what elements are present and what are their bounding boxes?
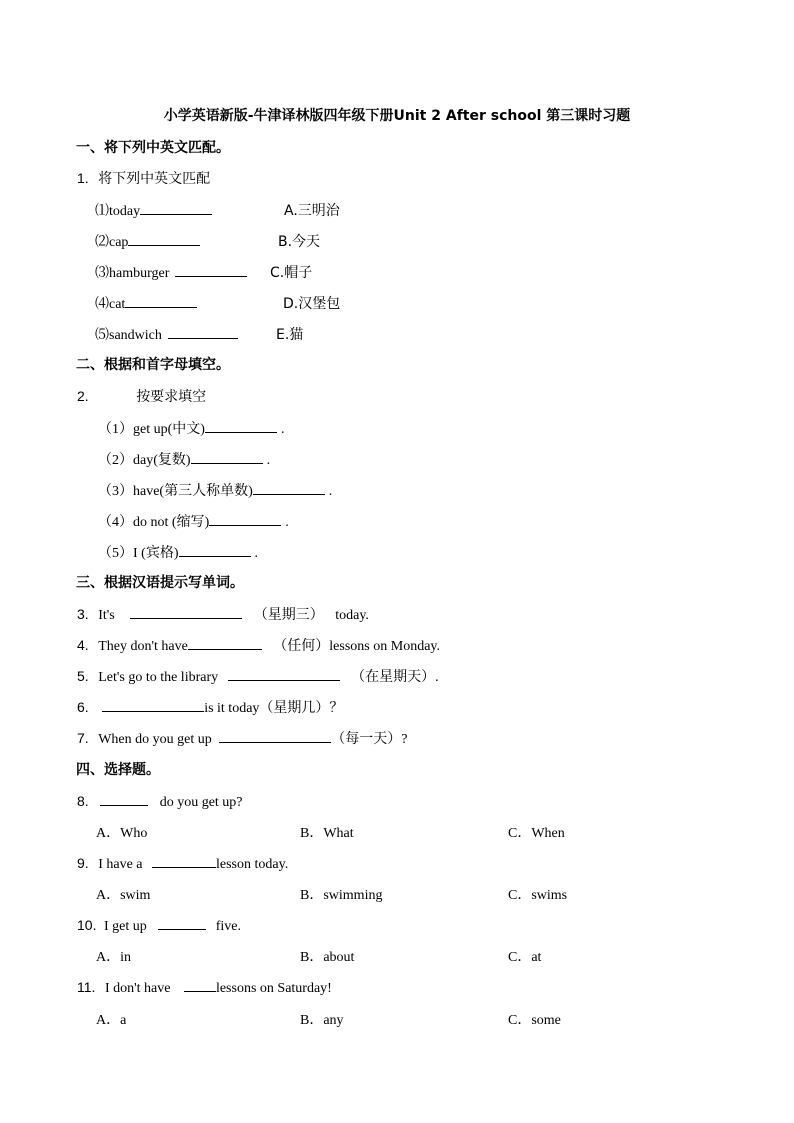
question-text-end: lesson today.: [216, 857, 289, 872]
answer-blank[interactable]: [130, 604, 242, 619]
item-text-end: ): [185, 453, 191, 468]
answer-blank[interactable]: [102, 697, 204, 712]
option-a[interactable]: A．a: [96, 1013, 127, 1028]
option-a[interactable]: A．in: [96, 950, 131, 965]
question-text: is it today: [204, 701, 260, 716]
item-hint: 中文: [172, 421, 201, 437]
question-number: 3.: [77, 606, 89, 622]
item-hint: 复数: [157, 452, 186, 468]
answer-blank[interactable]: [205, 418, 277, 433]
match-right-c: C.帽子: [270, 265, 313, 281]
answer-blank[interactable]: [209, 511, 281, 526]
question-5: [77, 666, 439, 688]
question-text: Let's go to the library: [98, 670, 219, 685]
question-text-end: lessons on Monday.: [329, 639, 440, 654]
question-7: [77, 728, 407, 750]
match-item-2: [95, 231, 200, 251]
option-b[interactable]: B．any: [300, 1013, 344, 1028]
item-number: （4）: [98, 515, 133, 530]
question-text-end: lessons on Saturday!: [215, 981, 332, 996]
question-2: [77, 386, 206, 408]
item-hint: 缩写: [176, 514, 205, 530]
item-text: do not (: [133, 515, 177, 530]
option-b[interactable]: B．about: [300, 950, 355, 965]
question-hint: （任何）: [273, 638, 330, 654]
period: .: [285, 515, 289, 530]
page-title: 小学英语新版-牛津译林版四年级下册Unit 2 After school 第三课时习题: [163, 108, 631, 124]
match-right-d: D.汉堡包: [283, 296, 341, 312]
question-hint: （每一天）: [331, 731, 402, 747]
item-text: have(: [133, 484, 165, 499]
answer-blank[interactable]: [125, 293, 197, 308]
match-left-text: ⑴today: [95, 204, 141, 219]
question-number: 1.: [77, 170, 89, 186]
question-text: I don't have: [104, 981, 171, 996]
option-b[interactable]: B．swimming: [300, 888, 383, 903]
question-prompt: 按要求填空: [136, 389, 207, 405]
question-number: 2.: [77, 388, 89, 404]
question-number: 4.: [77, 637, 89, 653]
question-9: [77, 853, 288, 875]
answer-blank[interactable]: [188, 635, 262, 650]
question-3: [77, 604, 369, 626]
match-left-text: ⑵cap: [95, 235, 129, 250]
period: .: [328, 484, 333, 499]
match-item-1: [95, 200, 212, 220]
item-text-end: ): [173, 546, 179, 561]
item-text: I (: [133, 546, 146, 561]
item-number: （1）: [98, 422, 133, 437]
question-hint: （星期几）？: [259, 700, 344, 716]
question-text: They don't have: [98, 639, 188, 654]
question-text-end: ?: [401, 732, 408, 747]
match-item-5: [95, 324, 238, 344]
question-number: 6.: [77, 699, 89, 715]
question-hint: （星期三）: [253, 607, 324, 623]
question-text-end: .: [435, 670, 439, 685]
item-hint: 第三人称单数: [164, 483, 249, 499]
fill-item-4: [98, 511, 289, 531]
period: .: [280, 422, 285, 437]
item-number: （5）: [98, 546, 133, 561]
answer-blank[interactable]: [175, 262, 247, 277]
answer-blank[interactable]: [179, 542, 251, 557]
section-heading-1: 一、将下列中英文匹配。: [76, 140, 230, 156]
question-number: 9.: [77, 855, 89, 871]
answer-blank[interactable]: [253, 480, 325, 495]
question-text-end: today.: [335, 608, 369, 623]
answer-blank[interactable]: [100, 791, 148, 806]
fill-item-5: [98, 542, 258, 562]
item-text: get up(: [133, 422, 173, 437]
answer-blank[interactable]: [140, 200, 212, 215]
period: .: [266, 453, 271, 468]
question-4: [77, 635, 440, 657]
match-item-4: [95, 293, 197, 313]
question-prompt: 将下列中英文匹配: [98, 171, 211, 187]
item-text: day(: [133, 453, 158, 468]
section-heading-4: 四、选择题。: [76, 762, 160, 778]
item-text-end: ): [204, 515, 210, 530]
answer-blank[interactable]: [168, 324, 238, 339]
question-text: It's: [98, 608, 115, 623]
fill-item-3: [98, 480, 332, 500]
item-hint: 宾格: [145, 545, 174, 561]
period: .: [254, 546, 258, 561]
fill-item-1: [98, 418, 284, 438]
item-text-end: ): [248, 484, 253, 499]
option-c[interactable]: C．When: [508, 826, 565, 841]
answer-blank[interactable]: [228, 666, 340, 681]
match-item-3: [95, 262, 247, 282]
fill-item-2: [98, 449, 270, 469]
question-number: 8.: [77, 793, 89, 809]
question-hint: （在星期天）: [351, 669, 436, 685]
question-11: [77, 977, 332, 999]
match-right-b: B.今天: [278, 234, 321, 250]
question-6: [77, 697, 343, 719]
item-number: （2）: [98, 453, 133, 468]
question-number: 7.: [77, 730, 89, 746]
question-text: I get up: [103, 919, 147, 934]
question-number: 5.: [77, 668, 89, 684]
answer-blank[interactable]: [158, 915, 206, 930]
answer-blank[interactable]: [128, 231, 200, 246]
match-left-text: ⑷cat: [95, 297, 126, 312]
answer-blank[interactable]: [184, 977, 216, 992]
question-text: When do you get up: [98, 732, 212, 747]
item-text-end: ): [200, 422, 205, 437]
option-a[interactable]: A．swim: [96, 888, 151, 903]
question-number: 11.: [77, 979, 96, 995]
question-number: 10.: [77, 917, 97, 933]
item-number: （3）: [98, 484, 133, 499]
answer-blank[interactable]: [219, 728, 331, 743]
match-left-text: ⑸sandwich: [95, 328, 162, 343]
answer-blank[interactable]: [191, 449, 263, 464]
option-c[interactable]: C．swims: [508, 888, 568, 903]
section-heading-2: 二、根据和首字母填空。: [76, 357, 230, 373]
question-1: [77, 168, 210, 190]
match-left-text: ⑶hamburger: [95, 266, 170, 281]
option-a[interactable]: A．Who: [96, 826, 148, 841]
option-c[interactable]: C．some: [508, 1013, 561, 1028]
question-10: [77, 915, 241, 937]
match-right-a: A.三明治: [284, 203, 340, 219]
question-text: I have a: [98, 857, 143, 872]
question-text: do you get up?: [159, 795, 243, 810]
option-c[interactable]: C．at: [508, 950, 542, 965]
match-right-e: E.猫: [276, 327, 304, 343]
question-8: [77, 791, 243, 813]
section-heading-3: 三、根据汉语提示写单词。: [76, 575, 244, 591]
option-b[interactable]: B．What: [300, 826, 354, 841]
answer-blank[interactable]: [152, 853, 216, 868]
question-text-end: five.: [215, 919, 241, 934]
